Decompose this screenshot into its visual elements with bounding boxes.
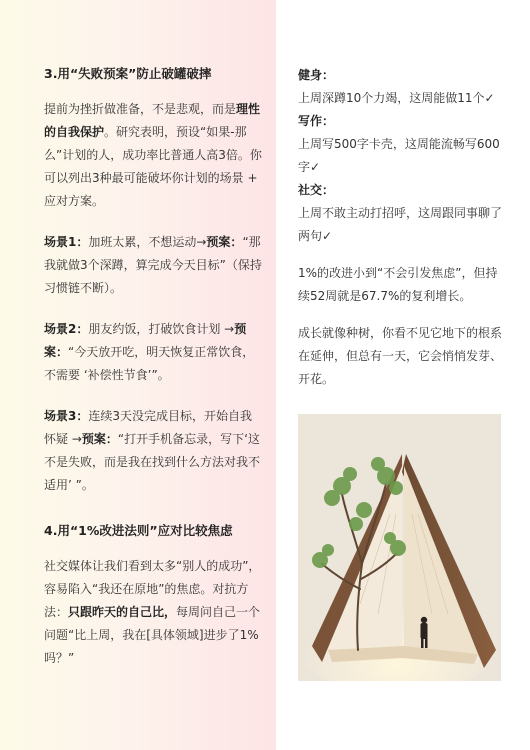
book-tree-illustration bbox=[298, 414, 501, 681]
fitness-label: 健身： bbox=[298, 68, 335, 82]
scene-3-plan-label: 预案： bbox=[81, 432, 118, 446]
scene-2-plan-text: “今天放开吃，明天恢复正常饮食，不需要 ‘补偿性节食’”。 bbox=[44, 345, 255, 382]
scene-1-text: 加班太累，不想运动→ bbox=[88, 235, 207, 249]
scene-3-label: 场景3： bbox=[44, 409, 89, 423]
social-label: 社交： bbox=[298, 183, 335, 197]
s3-text-c: 。研究表明，预设“如果-那么”计划的人，成功率比普通人高3倍。你可以列出3种最可能破坏你计划的场景 + 应对方案。 bbox=[44, 125, 262, 208]
scene-3-text: 连续3天没完成目标，开始自我怀疑 → bbox=[44, 409, 252, 446]
social-text: 上周不敢主动打招呼，这周跟同事聊了两句✓ bbox=[298, 206, 503, 243]
section-3-title: 3.用“失败预案”防止破罐破摔 bbox=[44, 66, 212, 81]
s4-text-a: 社交媒体让我们看到太多“别人的成功”，容易陷入“我还在原地”的焦虑。对抗方法： bbox=[44, 559, 261, 619]
scene-2-text: 朋友约饭，打破饮食计划 → bbox=[88, 322, 235, 336]
scene-3 bbox=[44, 405, 262, 497]
compound-growth-text: 1%的改进小到“不会引发焦虑”，但持续52周就是67.7%的复利增长。 bbox=[298, 266, 498, 303]
scene-1-plan-label: 预案： bbox=[206, 235, 243, 249]
left-column bbox=[44, 64, 262, 670]
tree-metaphor-text: 成长就像种树，你看不见它地下的根系在延伸，但总有一天，它会悄悄发芽、开花。 bbox=[298, 326, 503, 386]
s4-text-c: 每周问自己一个问题“比上周，我在[具体领域]进步了1%吗？” bbox=[44, 605, 261, 665]
right-column bbox=[298, 64, 504, 391]
scene-2-label: 场景2： bbox=[44, 322, 89, 336]
scene-2 bbox=[44, 318, 262, 387]
scene-1-plan-text: “那我就做3个深蹲，算完成今天目标”（保持习惯链不断）。 bbox=[44, 235, 262, 295]
s3-text-a: 提前为挫折做准备，不是悲观，而是 bbox=[44, 102, 237, 116]
s4-bold-text: 只跟昨天的自己比， bbox=[68, 605, 177, 619]
s3-bold-text: 理性的自我保护 bbox=[44, 102, 261, 139]
section-4-paragraph bbox=[44, 555, 262, 670]
scene-1 bbox=[44, 231, 262, 300]
writing-label: 写作： bbox=[298, 114, 335, 128]
scene-1-label: 场景1： bbox=[44, 235, 89, 249]
section-4-title: 4.用“1%改进法则”应对比较焦虑 bbox=[44, 523, 233, 538]
section-3-paragraph bbox=[44, 98, 262, 213]
writing-text: 上周写500字卡壳，这周能流畅写600字✓ bbox=[298, 137, 500, 174]
scene-3-plan-text: “打开手机备忘录，写下‘这不是失败，而是我在找到什么方法对我不适用’ ”。 bbox=[44, 432, 261, 492]
scene-2-plan-label: 预案： bbox=[44, 322, 247, 359]
fitness-text: 上周深蹲10个力竭，这周能做11个✓ bbox=[298, 91, 495, 105]
